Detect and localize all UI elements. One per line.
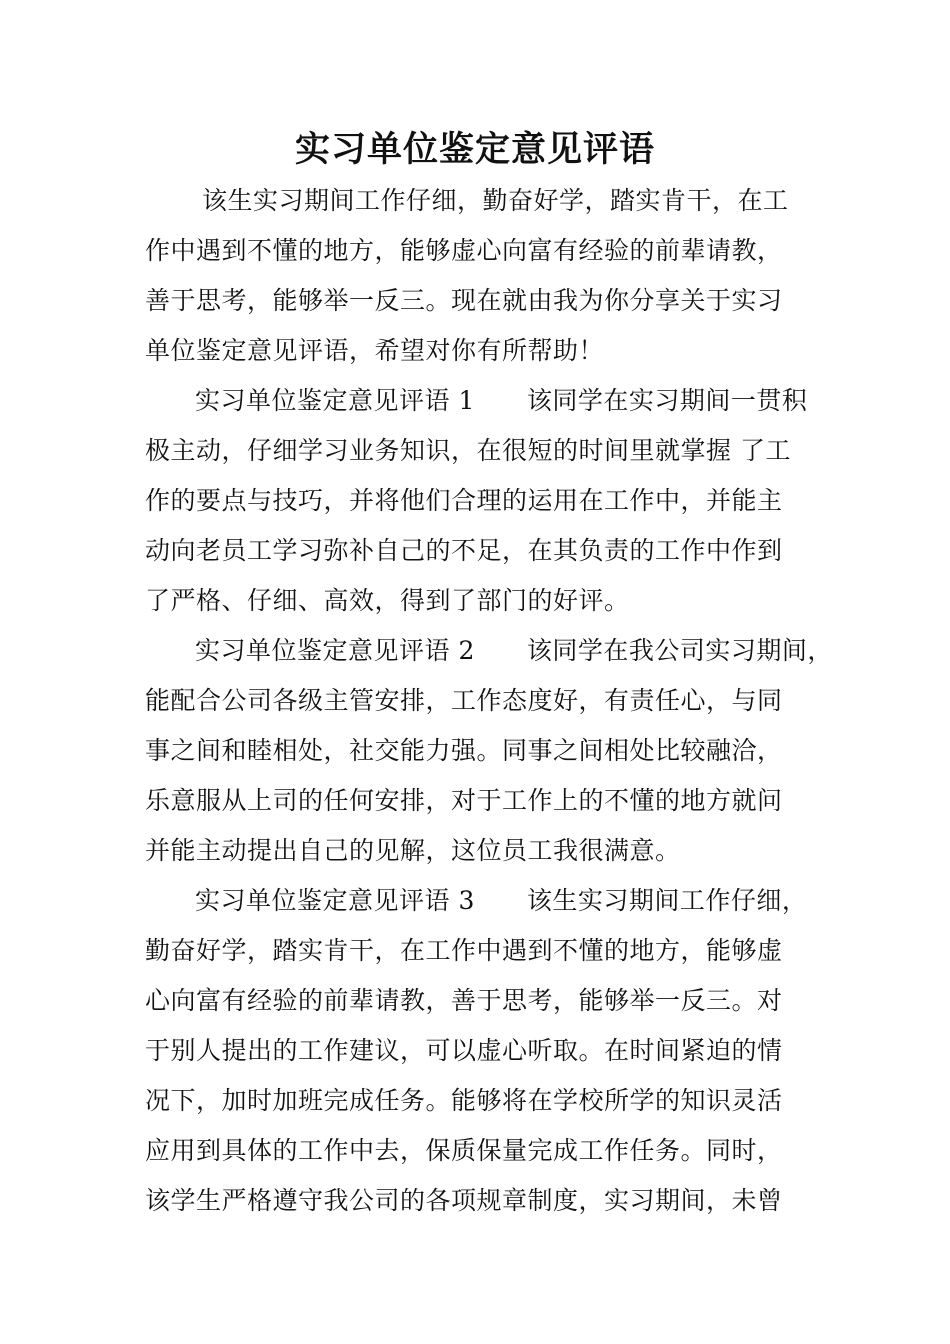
section-line: 况下，加时加班完成任务。能够将在学校所学的知识灵活 bbox=[145, 1086, 783, 1115]
section-line: 能配合公司各级主管安排，工作态度好，有责任心，与同 bbox=[145, 686, 783, 715]
section-line: 并能主动提出自己的见解，这位员工我很满意。 bbox=[145, 836, 681, 865]
section-line: 乐意服从上司的任何安排，对于工作上的不懂的地方就问 bbox=[145, 786, 783, 815]
document-body bbox=[145, 176, 833, 1226]
section-paragraph-1 bbox=[145, 376, 825, 626]
section-paragraph-3 bbox=[145, 876, 825, 1226]
intro-line: 作中遇到不懂的地方，能够虚心向富有经验的前辈请教， bbox=[145, 236, 783, 265]
section-label: 实习单位鉴定意见评语 1 bbox=[195, 386, 475, 415]
section-line: 该学生严格遵守我公司的各项规章制度，实习期间，未曾 bbox=[145, 1186, 783, 1215]
section-line: 了严格、仔细、高效，得到了部门的好评。 bbox=[145, 586, 630, 615]
section-paragraph-2 bbox=[145, 626, 833, 876]
section-label: 实习单位鉴定意见评语 2 bbox=[195, 636, 475, 665]
section-line: 极主动，仔细学习业务知识，在很短的时间里就掌握 了工 bbox=[145, 436, 791, 465]
section-line: 实习单位鉴定意见评语 2 该同学在我公司实习期间， bbox=[195, 636, 833, 665]
intro-line: 该生实习期间工作仔细，勤奋好学，踏实肯干，在工 bbox=[202, 186, 789, 215]
section-line: 勤奋好学，踏实肯干，在工作中遇到不懂的地方，能够虚 bbox=[145, 936, 783, 965]
section-line: 动向老员工学习弥补自己的不足，在其负责的工作中作到 bbox=[145, 536, 783, 565]
section-line: 作的要点与技巧，并将他们合理的运用在工作中，并能主 bbox=[145, 486, 783, 515]
section-line: 实习单位鉴定意见评语 1 该同学在实习期间一贯积 bbox=[195, 386, 808, 415]
intro-line: 善于思考，能够举一反三。现在就由我为你分享关于实习 bbox=[145, 286, 783, 315]
section-line: 事之间和睦相处，社交能力强。同事之间相处比较融洽， bbox=[145, 736, 783, 765]
section-line: 于别人提出的工作建议，可以虚心听取。在时间紧迫的情 bbox=[145, 1036, 783, 1065]
intro-paragraph bbox=[145, 176, 825, 376]
section-line: 实习单位鉴定意见评语 3 该生实习期间工作仔细， bbox=[195, 886, 808, 915]
section-line: 应用到具体的工作中去，保质保量完成工作任务。同时， bbox=[145, 1136, 783, 1165]
section-line: 心向富有经验的前辈请教，善于思考，能够举一反三。对 bbox=[145, 986, 783, 1015]
document-title: 实习单位鉴定意见评语 bbox=[294, 129, 655, 170]
section-label: 实习单位鉴定意见评语 3 bbox=[195, 886, 475, 915]
intro-line: 单位鉴定意见评语，希望对你有所帮助！ bbox=[145, 336, 605, 365]
